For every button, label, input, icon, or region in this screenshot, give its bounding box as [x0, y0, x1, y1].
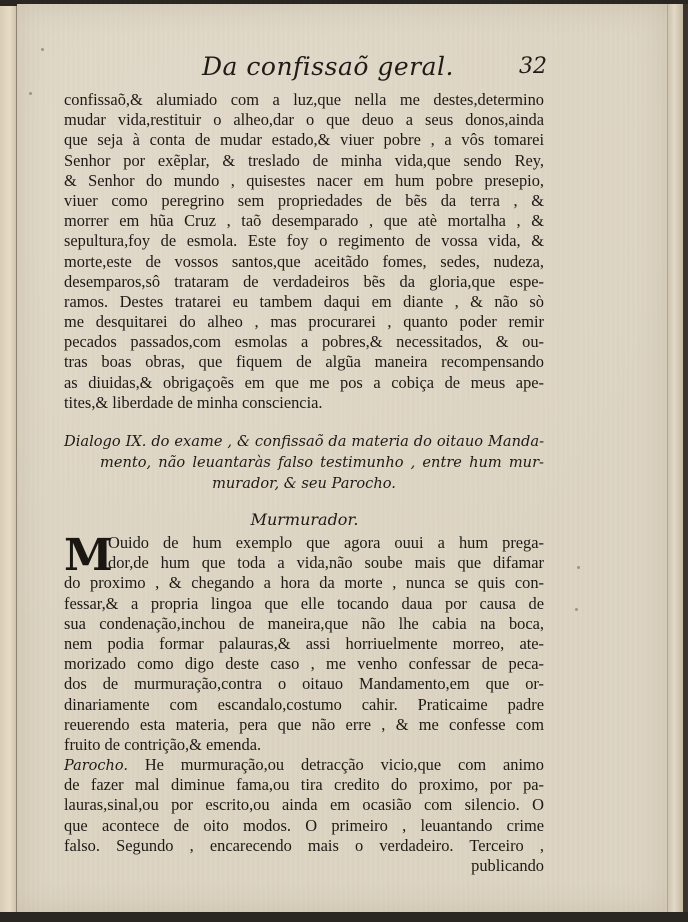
- text-line: ramos. Destes tratarei eu tambem daqui em diante , & não sò: [64, 291, 544, 311]
- text-line: desemparos,sô trataram de verdadeiros bẽs da gloria,que espe-: [64, 271, 544, 291]
- running-head: Da confissaõ geral.: [202, 52, 454, 81]
- text-line: viuer como peregrino sem propriedades de bẽs da terra , &: [64, 190, 544, 210]
- text-line: sua condenação,inchou de maneira,que não lhe cabia na boca,: [64, 613, 544, 633]
- text-line: me desquitarei do alheo , mas procurarei , quanto poder remir: [64, 312, 544, 332]
- page-header: [17, 48, 667, 88]
- paper-speck: [29, 92, 32, 95]
- catchword: publicando: [471, 856, 544, 875]
- dialog-title-line: mento, não leuantaràs falso testimunho , entre hum mur-: [100, 454, 544, 471]
- text-line: confissaõ,& alumiado com a luz,que nella me destes,determino: [64, 90, 544, 109]
- speaker-heading: Murmurador.: [250, 510, 359, 529]
- text-line: reuerendo esta materia, pera que não erre , & me confesse com: [64, 714, 544, 734]
- dialog-title-line: Dialogo IX. do exame , & confissaõ da materia do oitauo Manda-: [64, 433, 544, 450]
- text-line: dinariamente com escandalo,costumo cahir. Praticaime padre: [64, 694, 544, 714]
- dialog-title: [64, 431, 544, 494]
- book-page: [17, 4, 667, 912]
- text-line: falso. Segundo , encarecendo mais o verdadeiro. Terceiro ,: [64, 835, 544, 855]
- text-line: morte,este de vossos santos,que aceitãdo fomes, sedes, nudeza,: [64, 251, 544, 271]
- section-1-text: [64, 90, 544, 413]
- paper-speck: [575, 608, 578, 611]
- text-line: dos de murmuração,contra o oitauo Mandamento,em que or-: [64, 674, 544, 694]
- text-line: Senhor por exẽplar, & treslado de minha vida,que sendo Rey,: [64, 150, 544, 170]
- text-line: as diuidas,& obrigaçoẽs em que me pos a cobiça de meus ape-: [64, 372, 544, 392]
- text-line: fruito de contrição,& emenda.: [64, 734, 262, 754]
- text-line: sepultura,foy de esmola. Este foy o regimento de vossa vida, &: [64, 231, 544, 251]
- previous-page-edge: [0, 6, 17, 912]
- text-line: que acontece de oito modos. O primeiro , leuantando crime: [64, 815, 544, 835]
- text-line: tras boas obras, que fiquem de algũa maneira recompensando: [64, 352, 544, 372]
- text-line: Ouido de hum exemplo que agora ouui a hum prega-: [108, 533, 544, 552]
- text-line: morrer em hũa Cruz , taõ desemparado , que atè mortalha , &: [64, 211, 544, 231]
- page-edge-shadow: [683, 4, 688, 912]
- text-line: & Senhor do mundo , quisestes nacer em hum pobre presepio,: [64, 170, 544, 190]
- text-line: tites,& liberdade de minha consciencia.: [64, 392, 323, 412]
- text-line: morizado como digo deste caso , me venho confessar de peca-: [64, 654, 544, 674]
- text-line: mudar vida,restituir o alheo,dar o que deuo a seus donos,ainda: [64, 110, 544, 130]
- speaker-label-parocho: Parocho.: [64, 758, 128, 775]
- page-number: 32: [519, 54, 547, 79]
- parocho-line: [64, 755, 544, 775]
- drop-cap: M: [64, 530, 113, 581]
- text-line: dor,de hum que toda a vida,não soube mais que difamar: [108, 553, 544, 573]
- text-line: pecados passados,com esmolas a pobres,& necessitados, & ou-: [64, 332, 544, 352]
- dialog-title-line: murador, & seu Parocho.: [212, 475, 396, 492]
- text-line: de fazer mal diminue fama,ou tira credito do proximo, por pa-: [64, 775, 544, 795]
- text-line: que seja à conta de mudar estado,& viuer pobre , a vôs tomarei: [64, 130, 544, 150]
- text-line: fessar,& a propria lingoa que elle tocando daua por causa de: [64, 593, 544, 613]
- page-edge: [667, 4, 684, 912]
- text-line: lauras,sinal,ou por escrito,ou ainda em ocasião com silencio. O: [64, 795, 544, 815]
- section-2-text: [64, 530, 544, 876]
- text-segment: He murmuração,ou detracção vicio,que com animo: [144, 755, 544, 775]
- text-line: do proximo , & chegando a hora da morte , nunca se quis con-: [64, 573, 544, 593]
- text-line: nem podia formar palauras,& assi horriuelmente morreo, ate-: [64, 633, 544, 653]
- paper-speck: [577, 566, 580, 569]
